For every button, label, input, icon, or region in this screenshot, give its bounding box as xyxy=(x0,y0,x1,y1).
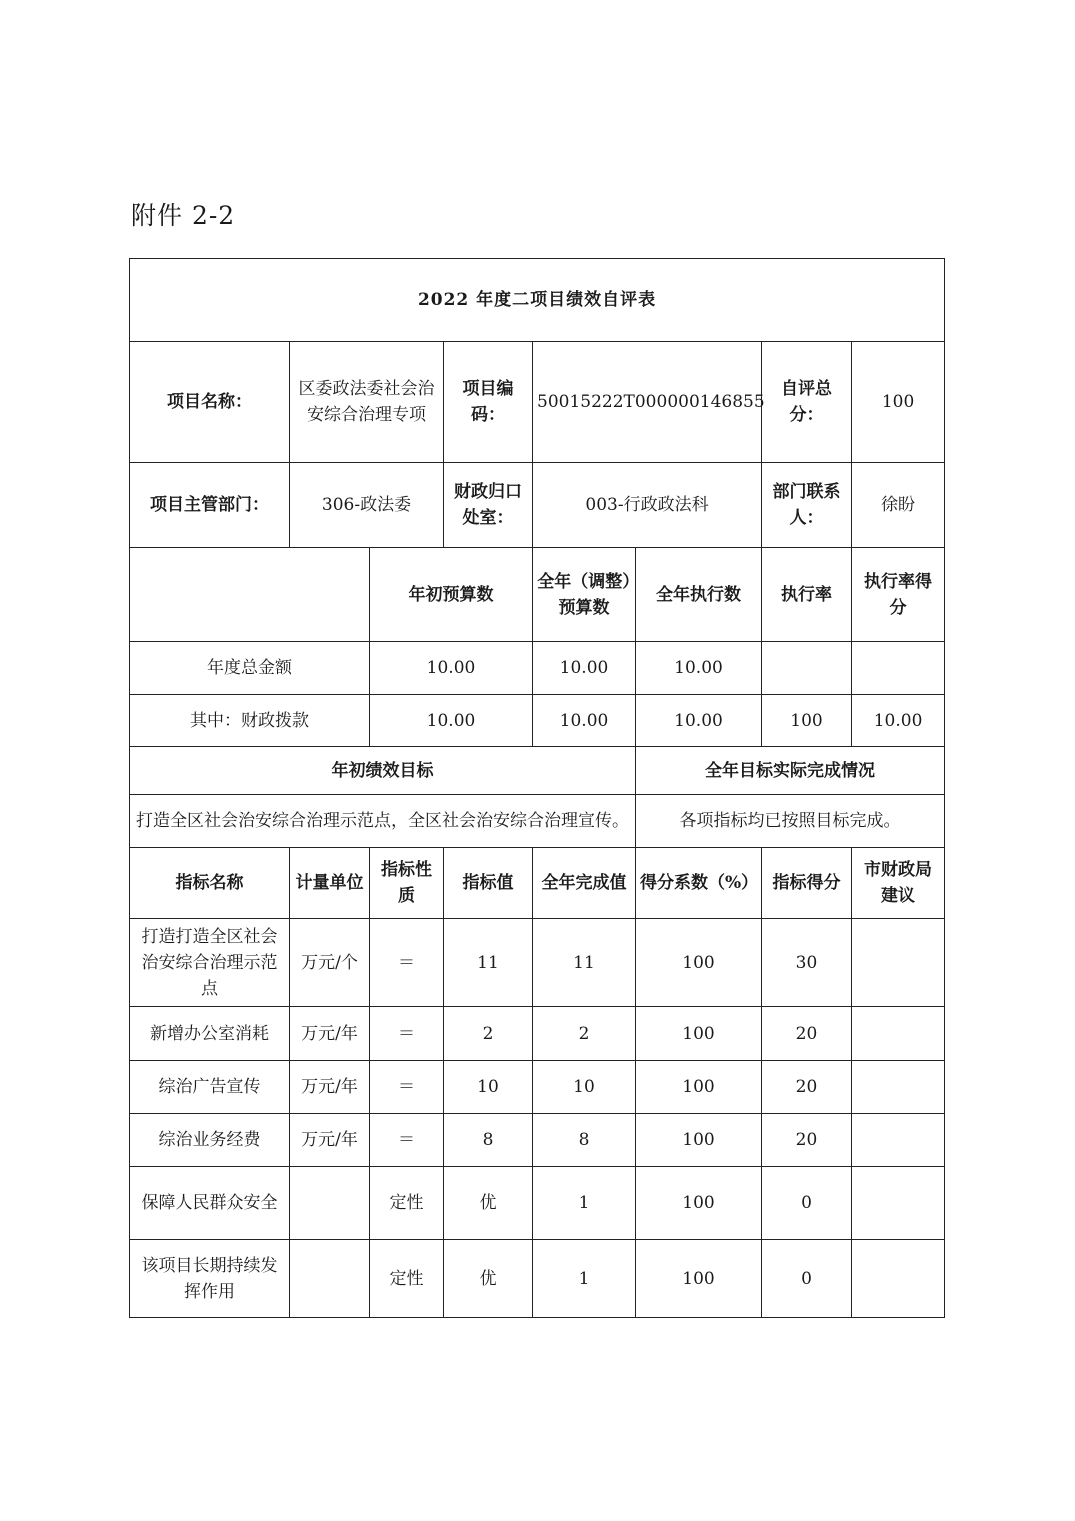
indicator-unit: 万元/个 xyxy=(290,919,370,1007)
indicator-name: 该项目长期持续发挥作用 xyxy=(130,1240,290,1318)
indicator-header-actual: 全年完成值 xyxy=(533,848,636,919)
finance-office-label: 财政归口处室： xyxy=(444,463,533,548)
indicator-score: 20 xyxy=(762,1061,852,1114)
self-score-label: 自评总分： xyxy=(762,342,852,463)
indicator-score: 0 xyxy=(762,1240,852,1318)
indicator-name: 综治广告宣传 xyxy=(130,1061,290,1114)
self-evaluation-table xyxy=(129,258,945,1318)
indicator-coef: 100 xyxy=(636,1114,762,1167)
budget-initial: 10.00 xyxy=(370,695,533,747)
indicator-advice xyxy=(852,1240,945,1318)
indicator-advice xyxy=(852,1114,945,1167)
budget-rate xyxy=(762,642,852,695)
indicator-row xyxy=(130,919,945,1007)
indicator-coef: 100 xyxy=(636,1061,762,1114)
dept: 306-政法委 xyxy=(290,463,444,548)
indicator-actual: 8 xyxy=(533,1114,636,1167)
indicator-row xyxy=(130,1167,945,1240)
budget-header-blank xyxy=(130,548,370,642)
indicator-header-nature: 指标性质 xyxy=(370,848,444,919)
budget-header-executed: 全年执行数 xyxy=(636,548,762,642)
budget-adjusted: 10.00 xyxy=(533,642,636,695)
project-code-label: 项目编码： xyxy=(444,342,533,463)
indicator-actual: 10 xyxy=(533,1061,636,1114)
indicator-value: 10 xyxy=(444,1061,533,1114)
indicator-value: 2 xyxy=(444,1007,533,1061)
indicator-row xyxy=(130,1240,945,1318)
indicator-header-name: 指标名称 xyxy=(130,848,290,919)
indicator-coef: 100 xyxy=(636,1240,762,1318)
indicator-row xyxy=(130,1114,945,1167)
actual-completion-header: 全年目标实际完成情况 xyxy=(636,747,945,795)
indicator-nature: 定性 xyxy=(370,1240,444,1318)
indicator-header-advice: 市财政局建议 xyxy=(852,848,945,919)
budget-row-label: 年度总金额 xyxy=(130,642,370,695)
budget-initial: 10.00 xyxy=(370,642,533,695)
indicator-unit: 万元/年 xyxy=(290,1007,370,1061)
project-name: 区委政法委社会治安综合治理专项 xyxy=(290,342,444,463)
indicator-row xyxy=(130,1007,945,1061)
indicator-coef: 100 xyxy=(636,1007,762,1061)
contact-label: 部门联系人： xyxy=(762,463,852,548)
budget-executed: 10.00 xyxy=(636,642,762,695)
actual-completion-text: 各项指标均已按照目标完成。 xyxy=(636,795,945,848)
indicator-score: 20 xyxy=(762,1007,852,1061)
indicator-value: 优 xyxy=(444,1240,533,1318)
indicator-nature: 定性 xyxy=(370,1167,444,1240)
project-name-label: 项目名称： xyxy=(130,342,290,463)
indicator-advice xyxy=(852,1061,945,1114)
table-title: 2022 年度二项目绩效自评表 xyxy=(130,259,945,342)
budget-row xyxy=(130,695,945,747)
indicator-row xyxy=(130,1061,945,1114)
indicator-name: 综治业务经费 xyxy=(130,1114,290,1167)
indicator-nature: ＝ xyxy=(370,919,444,1007)
indicator-actual: 2 xyxy=(533,1007,636,1061)
indicator-nature: ＝ xyxy=(370,1061,444,1114)
indicator-actual: 1 xyxy=(533,1167,636,1240)
indicator-advice xyxy=(852,919,945,1007)
indicator-coef: 100 xyxy=(636,1167,762,1240)
indicator-score: 0 xyxy=(762,1167,852,1240)
indicator-score: 20 xyxy=(762,1114,852,1167)
indicator-name: 保障人民群众安全 xyxy=(130,1167,290,1240)
indicator-value: 11 xyxy=(444,919,533,1007)
indicator-header-coef: 得分系数（%） xyxy=(636,848,762,919)
budget-header-adjusted: 全年（调整）预算数 xyxy=(533,548,636,642)
indicator-unit xyxy=(290,1240,370,1318)
finance-office: 003-行政政法科 xyxy=(533,463,762,548)
budget-row xyxy=(130,642,945,695)
budget-rate-score: 10.00 xyxy=(852,695,945,747)
indicator-unit xyxy=(290,1167,370,1240)
dept-label: 项目主管部门： xyxy=(130,463,290,548)
indicator-coef: 100 xyxy=(636,919,762,1007)
indicator-header-score: 指标得分 xyxy=(762,848,852,919)
budget-row-label: 其中：财政拨款 xyxy=(130,695,370,747)
budget-rate-score xyxy=(852,642,945,695)
indicator-name: 新增办公室消耗 xyxy=(130,1007,290,1061)
contact: 徐盼 xyxy=(852,463,945,548)
initial-goal-header: 年初绩效目标 xyxy=(130,747,636,795)
indicator-nature: ＝ xyxy=(370,1114,444,1167)
indicator-value: 8 xyxy=(444,1114,533,1167)
budget-executed: 10.00 xyxy=(636,695,762,747)
indicator-actual: 1 xyxy=(533,1240,636,1318)
indicator-nature: ＝ xyxy=(370,1007,444,1061)
indicator-header-value: 指标值 xyxy=(444,848,533,919)
indicator-advice xyxy=(852,1007,945,1061)
indicator-advice xyxy=(852,1167,945,1240)
attachment-label: 附件 2-2 xyxy=(131,201,236,230)
indicator-value: 优 xyxy=(444,1167,533,1240)
budget-adjusted: 10.00 xyxy=(533,695,636,747)
indicator-actual: 11 xyxy=(533,919,636,1007)
indicator-name: 打造打造全区社会治安综合治理示范点 xyxy=(130,919,290,1007)
indicator-unit: 万元/年 xyxy=(290,1061,370,1114)
initial-goal-text: 打造全区社会治安综合治理示范点，全区社会治安综合治理宣传。 xyxy=(130,795,636,848)
budget-rate: 100 xyxy=(762,695,852,747)
indicator-unit: 万元/年 xyxy=(290,1114,370,1167)
budget-header-rate: 执行率 xyxy=(762,548,852,642)
indicator-header-unit: 计量单位 xyxy=(290,848,370,919)
budget-header-rate-score: 执行率得分 xyxy=(852,548,945,642)
indicator-score: 30 xyxy=(762,919,852,1007)
self-score: 100 xyxy=(852,342,945,463)
project-code: 50015222T000000146855 xyxy=(533,342,762,463)
budget-header-initial: 年初预算数 xyxy=(370,548,533,642)
